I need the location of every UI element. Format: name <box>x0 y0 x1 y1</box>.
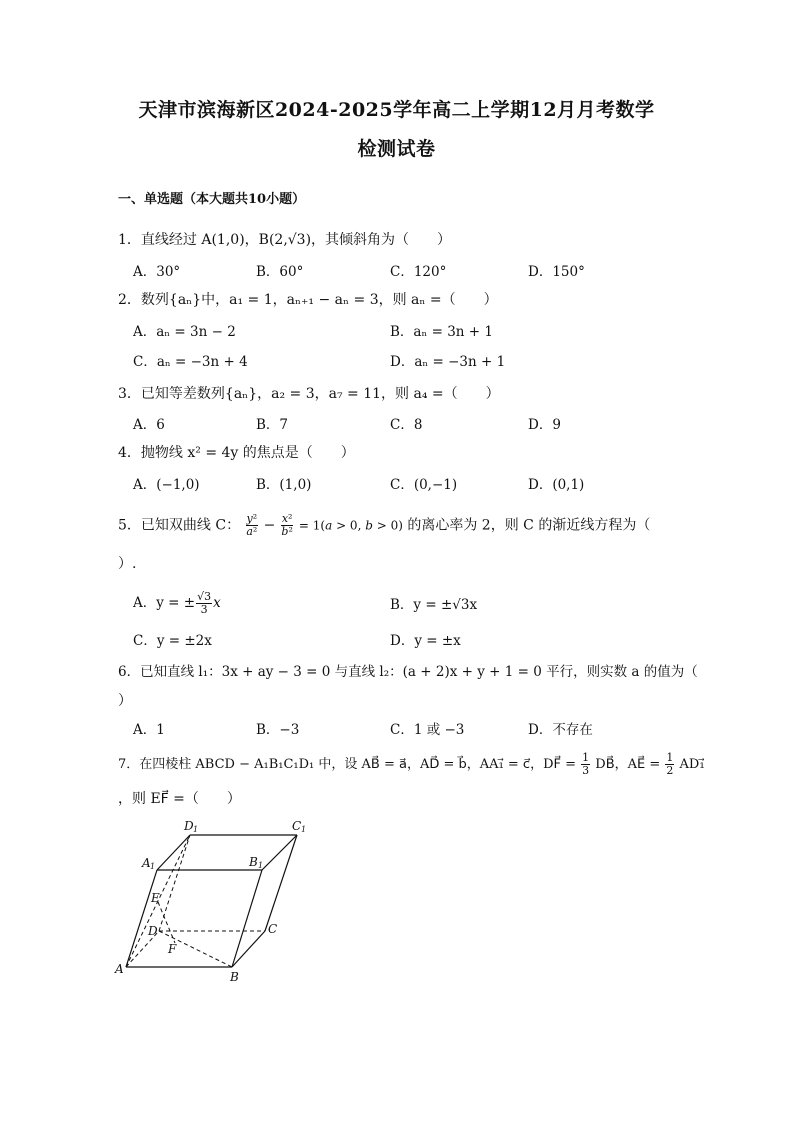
svg-text:1: 1 <box>193 825 199 834</box>
exam-title-line2: 检测试卷 <box>357 138 436 160</box>
q6-option-b: B．−3 <box>256 722 300 738</box>
q5-option-c: C．y = ±2x <box>133 633 212 649</box>
label-E: E <box>151 891 160 905</box>
question-7: 7．在四棱柱 ABCD − A₁B₁C₁D₁ 中，设 AB⃗ = a⃗，AD⃗ = b⃗，AA₁⃗ = c⃗，DF⃗ = $\frac{1}{3}$ DB⃗，AE⃗ = $\frac{1}{2}$ AD₁⃗ <box>118 751 705 777</box>
label-B: B <box>230 970 239 984</box>
q5-stem-continuation: ）. <box>118 556 137 572</box>
exam-title-line1: 天津市滨海新区2024-2025学年高二上学期12月月考数学 <box>138 99 655 121</box>
label-C: C <box>268 922 278 936</box>
q1-option-b: B．60° <box>256 264 304 280</box>
q2-option-a: A．aₙ = 3n − 2 <box>133 324 236 340</box>
label-A1: A <box>142 856 151 870</box>
x2-over-b2-fraction: $\frac{\text{x²}}{\text{b²}}$ <box>281 512 293 538</box>
question-3: 3．已知等差数列{aₙ}，a₂ = 3，a₇ = 11，则 a₄ =（ ） <box>118 386 500 402</box>
q6-option-c: C．1 或 −3 <box>390 722 465 738</box>
section-heading: 一、单选题（本大题共10小题） <box>118 192 306 207</box>
prism-diagram <box>112 815 322 987</box>
question-5: 5．已知双曲线 C： $\frac{\text{y²}}{\text{a²}}$ − $\frac{\text{x²}}{\text{b²}}$ = 1(a > 0, b > 0) 的离心率为 2，则 C 的渐近线方程为（ <box>118 512 651 538</box>
label-B1: B <box>249 855 258 869</box>
one-third-fraction: $\frac{1}{3}$ <box>582 751 590 777</box>
y2-over-a2-fraction: $\frac{\text{y²}}{\text{a²}}$ <box>246 512 258 538</box>
q4-option-d: D．(0,1) <box>528 477 585 493</box>
prism-figure <box>112 815 322 987</box>
q5-option-b: B．y = ±√3x <box>390 597 478 613</box>
label-D: D <box>148 924 158 938</box>
label-D1: D <box>184 819 194 833</box>
q3-option-a: A．6 <box>133 417 165 433</box>
label-A: A <box>115 962 124 976</box>
q5-stem-pre: 5．已知双曲线 C： <box>118 517 241 534</box>
svg-text:1: 1 <box>258 861 264 870</box>
question-1: 1．直线经过 A(1,0)，B(2,√3)，其倾斜角为（ ） <box>118 232 452 248</box>
svg-text:1: 1 <box>150 862 156 871</box>
q4-option-b: B．(1,0) <box>256 477 312 493</box>
question-4: 4．抛物线 x² = 4y 的焦点是（ ） <box>118 445 355 461</box>
q3-option-c: C．8 <box>390 417 423 433</box>
q2-option-d: D．aₙ = −3n + 1 <box>390 354 506 370</box>
label-C1: C <box>292 819 302 833</box>
label-F: F <box>168 942 177 956</box>
q6-option-d: D．不存在 <box>528 722 593 738</box>
q6-option-a: A．1 <box>133 722 165 738</box>
q3-option-b: B．7 <box>256 417 289 433</box>
one-half-fraction: $\frac{1}{2}$ <box>666 751 674 777</box>
q6-stem-continuation: ） <box>118 693 132 709</box>
q1-option-d: D．150° <box>528 264 585 280</box>
q5-option-a: A．y = ± $\frac{√3}{3}$ x <box>133 590 221 616</box>
sqrt3-over-3-fraction: $\frac{√3}{3}$ <box>197 590 212 616</box>
q5-option-d: D．y = ±x <box>390 633 461 649</box>
q2-option-b: B．aₙ = 3n + 1 <box>390 324 493 340</box>
q3-option-d: D．9 <box>528 417 561 433</box>
q2-option-c: C．aₙ = −3n + 4 <box>133 354 248 370</box>
q1-option-c: C．120° <box>390 264 447 280</box>
q5-stem-post: 的离心率为 2，则 C 的渐近线方程为（ <box>407 517 651 534</box>
q4-option-a: A．(−1,0) <box>133 477 200 493</box>
q7-stem-continuation: ，则 EF⃗ =（ ） <box>118 791 241 807</box>
question-2: 2．数列{aₙ}中，a₁ = 1，aₙ₊₁ − aₙ = 3，则 aₙ =（ ） <box>118 292 498 308</box>
q4-option-c: C．(0,−1) <box>390 477 458 493</box>
svg-text:1: 1 <box>301 825 307 834</box>
question-6: 6．已知直线 l₁：3x + ay − 3 = 0 与直线 l₂：(a + 2)x + y + 1 = 0 平行，则实数 a 的值为（ <box>118 664 698 680</box>
q1-option-a: A．30° <box>133 264 181 280</box>
